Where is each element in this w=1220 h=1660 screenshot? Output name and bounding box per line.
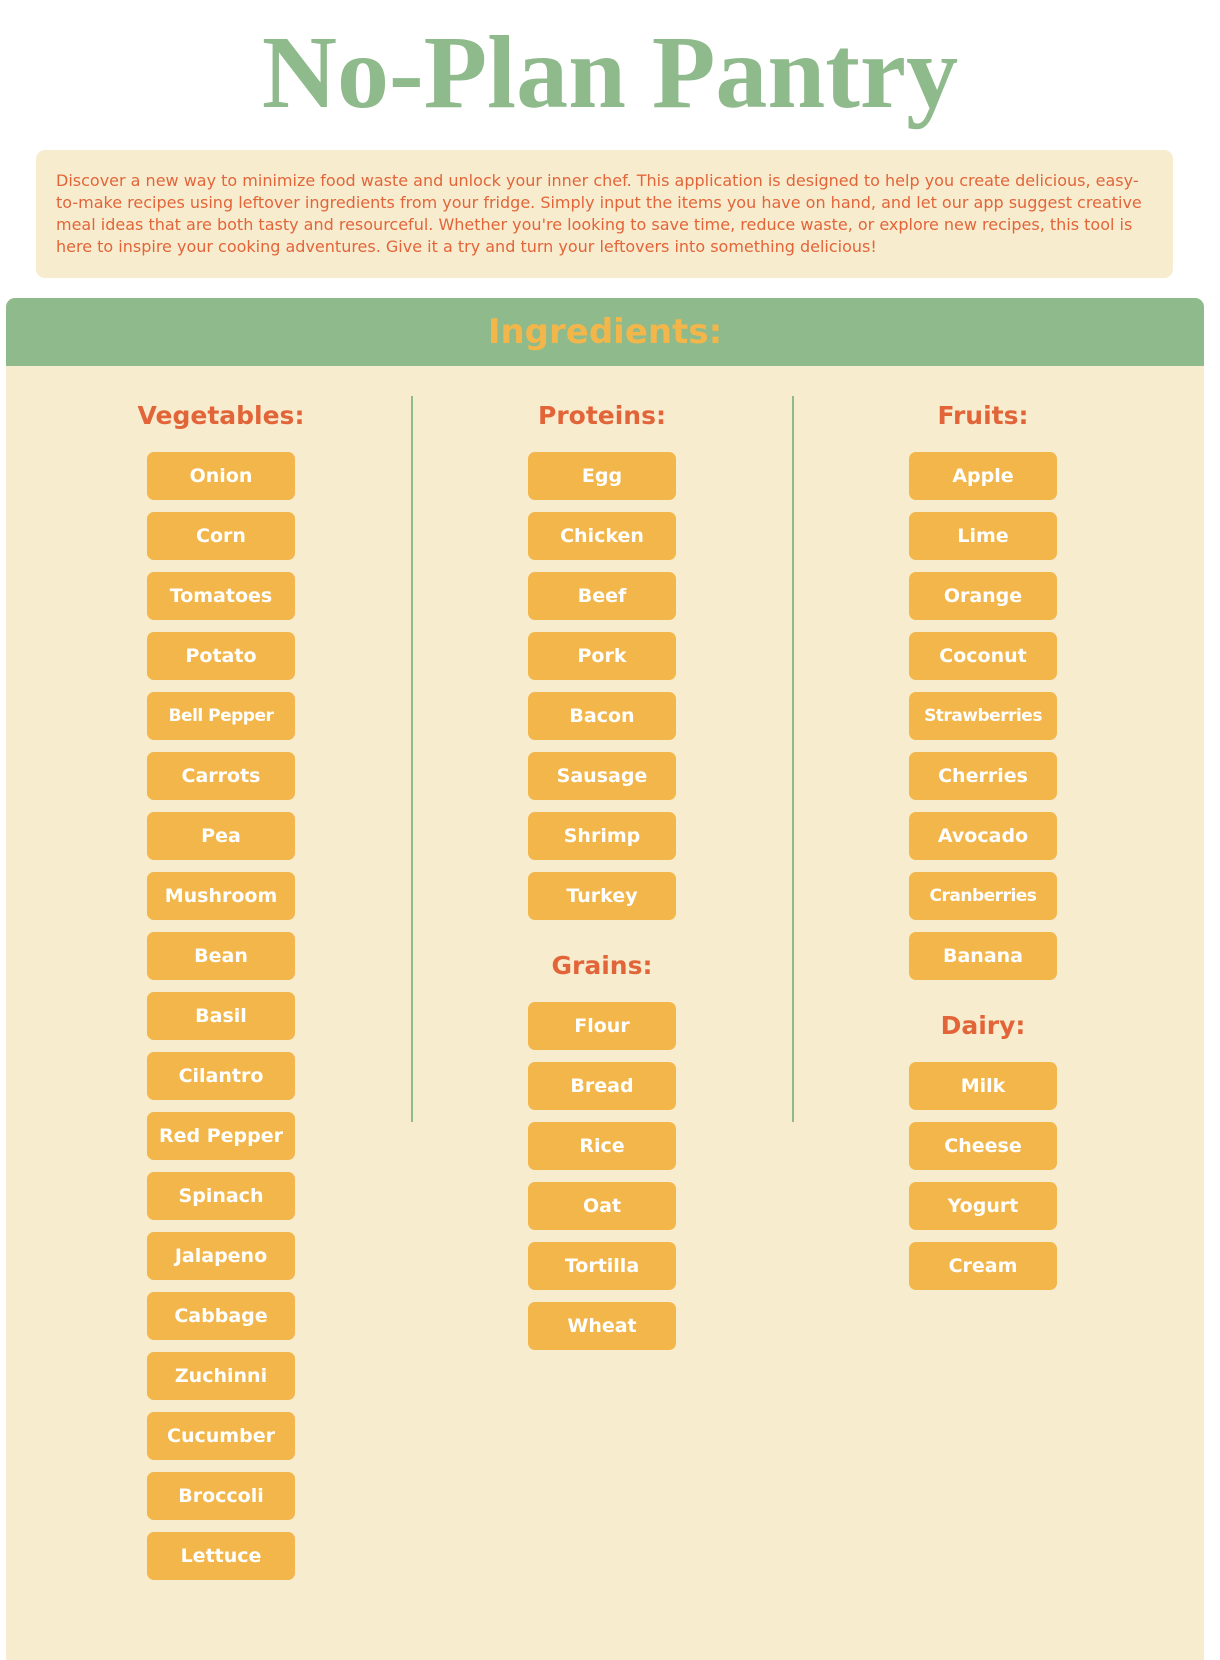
grain-button-wheat[interactable]: Wheat: [528, 1302, 676, 1350]
fruit-button-coconut[interactable]: Coconut: [909, 632, 1057, 680]
app-description: Discover a new way to minimize food waste and unlock your inner chef. This application is designed to help you create delicious, easy-to-make recipes using leftover ingredients from your fridge. Simply input the items you have on hand, and let our app suggest creative meal ideas that are both tasty and resourceful. Whether you're looking to save time, reduce waste, or explore new recipes, this tool is here to inspire your cooking adventures. Give it a try and turn your leftovers into something delicious!: [36, 150, 1173, 278]
dairy-button-milk[interactable]: Milk: [909, 1062, 1057, 1110]
fruit-button-banana[interactable]: Banana: [909, 932, 1057, 980]
dairy-heading: Dairy:: [940, 1011, 1026, 1040]
grain-button-oat[interactable]: Oat: [528, 1182, 676, 1230]
protein-button-sausage[interactable]: Sausage: [528, 752, 676, 800]
dairy-button-cream[interactable]: Cream: [909, 1242, 1057, 1290]
ingredients-panel: [6, 298, 1204, 1660]
protein-button-beef[interactable]: Beef: [528, 572, 676, 620]
vegetable-button-cilantro[interactable]: Cilantro: [147, 1052, 295, 1100]
vegetable-button-bell-pepper[interactable]: Bell Pepper: [147, 692, 295, 740]
dairy-button-cheese[interactable]: Cheese: [909, 1122, 1057, 1170]
protein-button-shrimp[interactable]: Shrimp: [528, 812, 676, 860]
vegetable-button-cucumber[interactable]: Cucumber: [147, 1412, 295, 1460]
vegetable-button-mushroom[interactable]: Mushroom: [147, 872, 295, 920]
vegetable-button-jalapeno[interactable]: Jalapeno: [147, 1232, 295, 1280]
grain-button-bread[interactable]: Bread: [528, 1062, 676, 1110]
vegetable-button-bean[interactable]: Bean: [147, 932, 295, 980]
vegetable-button-corn[interactable]: Corn: [147, 512, 295, 560]
fruit-button-avocado[interactable]: Avocado: [909, 812, 1057, 860]
grain-button-tortilla[interactable]: Tortilla: [528, 1242, 676, 1290]
fruits-heading: Fruits:: [937, 401, 1029, 430]
fruit-button-lime[interactable]: Lime: [909, 512, 1057, 560]
vegetable-button-pea[interactable]: Pea: [147, 812, 295, 860]
fruit-button-cranberries[interactable]: Cranberries: [909, 872, 1057, 920]
vegetables-column: [31, 398, 411, 1592]
proteins-grains-column: [412, 398, 792, 1362]
fruits-dairy-column: [793, 398, 1173, 1302]
grains-heading: Grains:: [551, 951, 653, 980]
protein-button-bacon[interactable]: Bacon: [528, 692, 676, 740]
vegetable-button-cabbage[interactable]: Cabbage: [147, 1292, 295, 1340]
protein-button-chicken[interactable]: Chicken: [528, 512, 676, 560]
vegetable-button-red-pepper[interactable]: Red Pepper: [147, 1112, 295, 1160]
vegetable-button-spinach[interactable]: Spinach: [147, 1172, 295, 1220]
dairy-button-yogurt[interactable]: Yogurt: [909, 1182, 1057, 1230]
grains-list: [412, 1002, 792, 1350]
vegetables-heading: Vegetables:: [137, 401, 305, 430]
fruit-button-apple[interactable]: Apple: [909, 452, 1057, 500]
proteins-heading: Proteins:: [538, 401, 666, 430]
vegetable-button-potato[interactable]: Potato: [147, 632, 295, 680]
fruit-button-orange[interactable]: Orange: [909, 572, 1057, 620]
app-title: No-Plan Pantry: [261, 15, 959, 130]
vegetable-button-onion[interactable]: Onion: [147, 452, 295, 500]
fruit-button-strawberries[interactable]: Strawberries: [909, 692, 1057, 740]
fruit-button-cherries[interactable]: Cherries: [909, 752, 1057, 800]
fruits-list: [793, 452, 1173, 980]
vegetable-button-carrots[interactable]: Carrots: [147, 752, 295, 800]
protein-button-egg[interactable]: Egg: [528, 452, 676, 500]
vegetable-button-lettuce[interactable]: Lettuce: [147, 1532, 295, 1580]
protein-button-turkey[interactable]: Turkey: [528, 872, 676, 920]
vegetable-button-zuchinni[interactable]: Zuchinni: [147, 1352, 295, 1400]
vegetable-button-basil[interactable]: Basil: [147, 992, 295, 1040]
proteins-list: [412, 452, 792, 920]
grain-button-flour[interactable]: Flour: [528, 1002, 676, 1050]
grain-button-rice[interactable]: Rice: [528, 1122, 676, 1170]
vegetables-list: [31, 452, 411, 1580]
dairy-list: [793, 1062, 1173, 1290]
ingredients-heading: Ingredients:: [6, 298, 1204, 366]
vegetable-button-broccoli[interactable]: Broccoli: [147, 1472, 295, 1520]
protein-button-pork[interactable]: Pork: [528, 632, 676, 680]
vegetable-button-tomatoes[interactable]: Tomatoes: [147, 572, 295, 620]
